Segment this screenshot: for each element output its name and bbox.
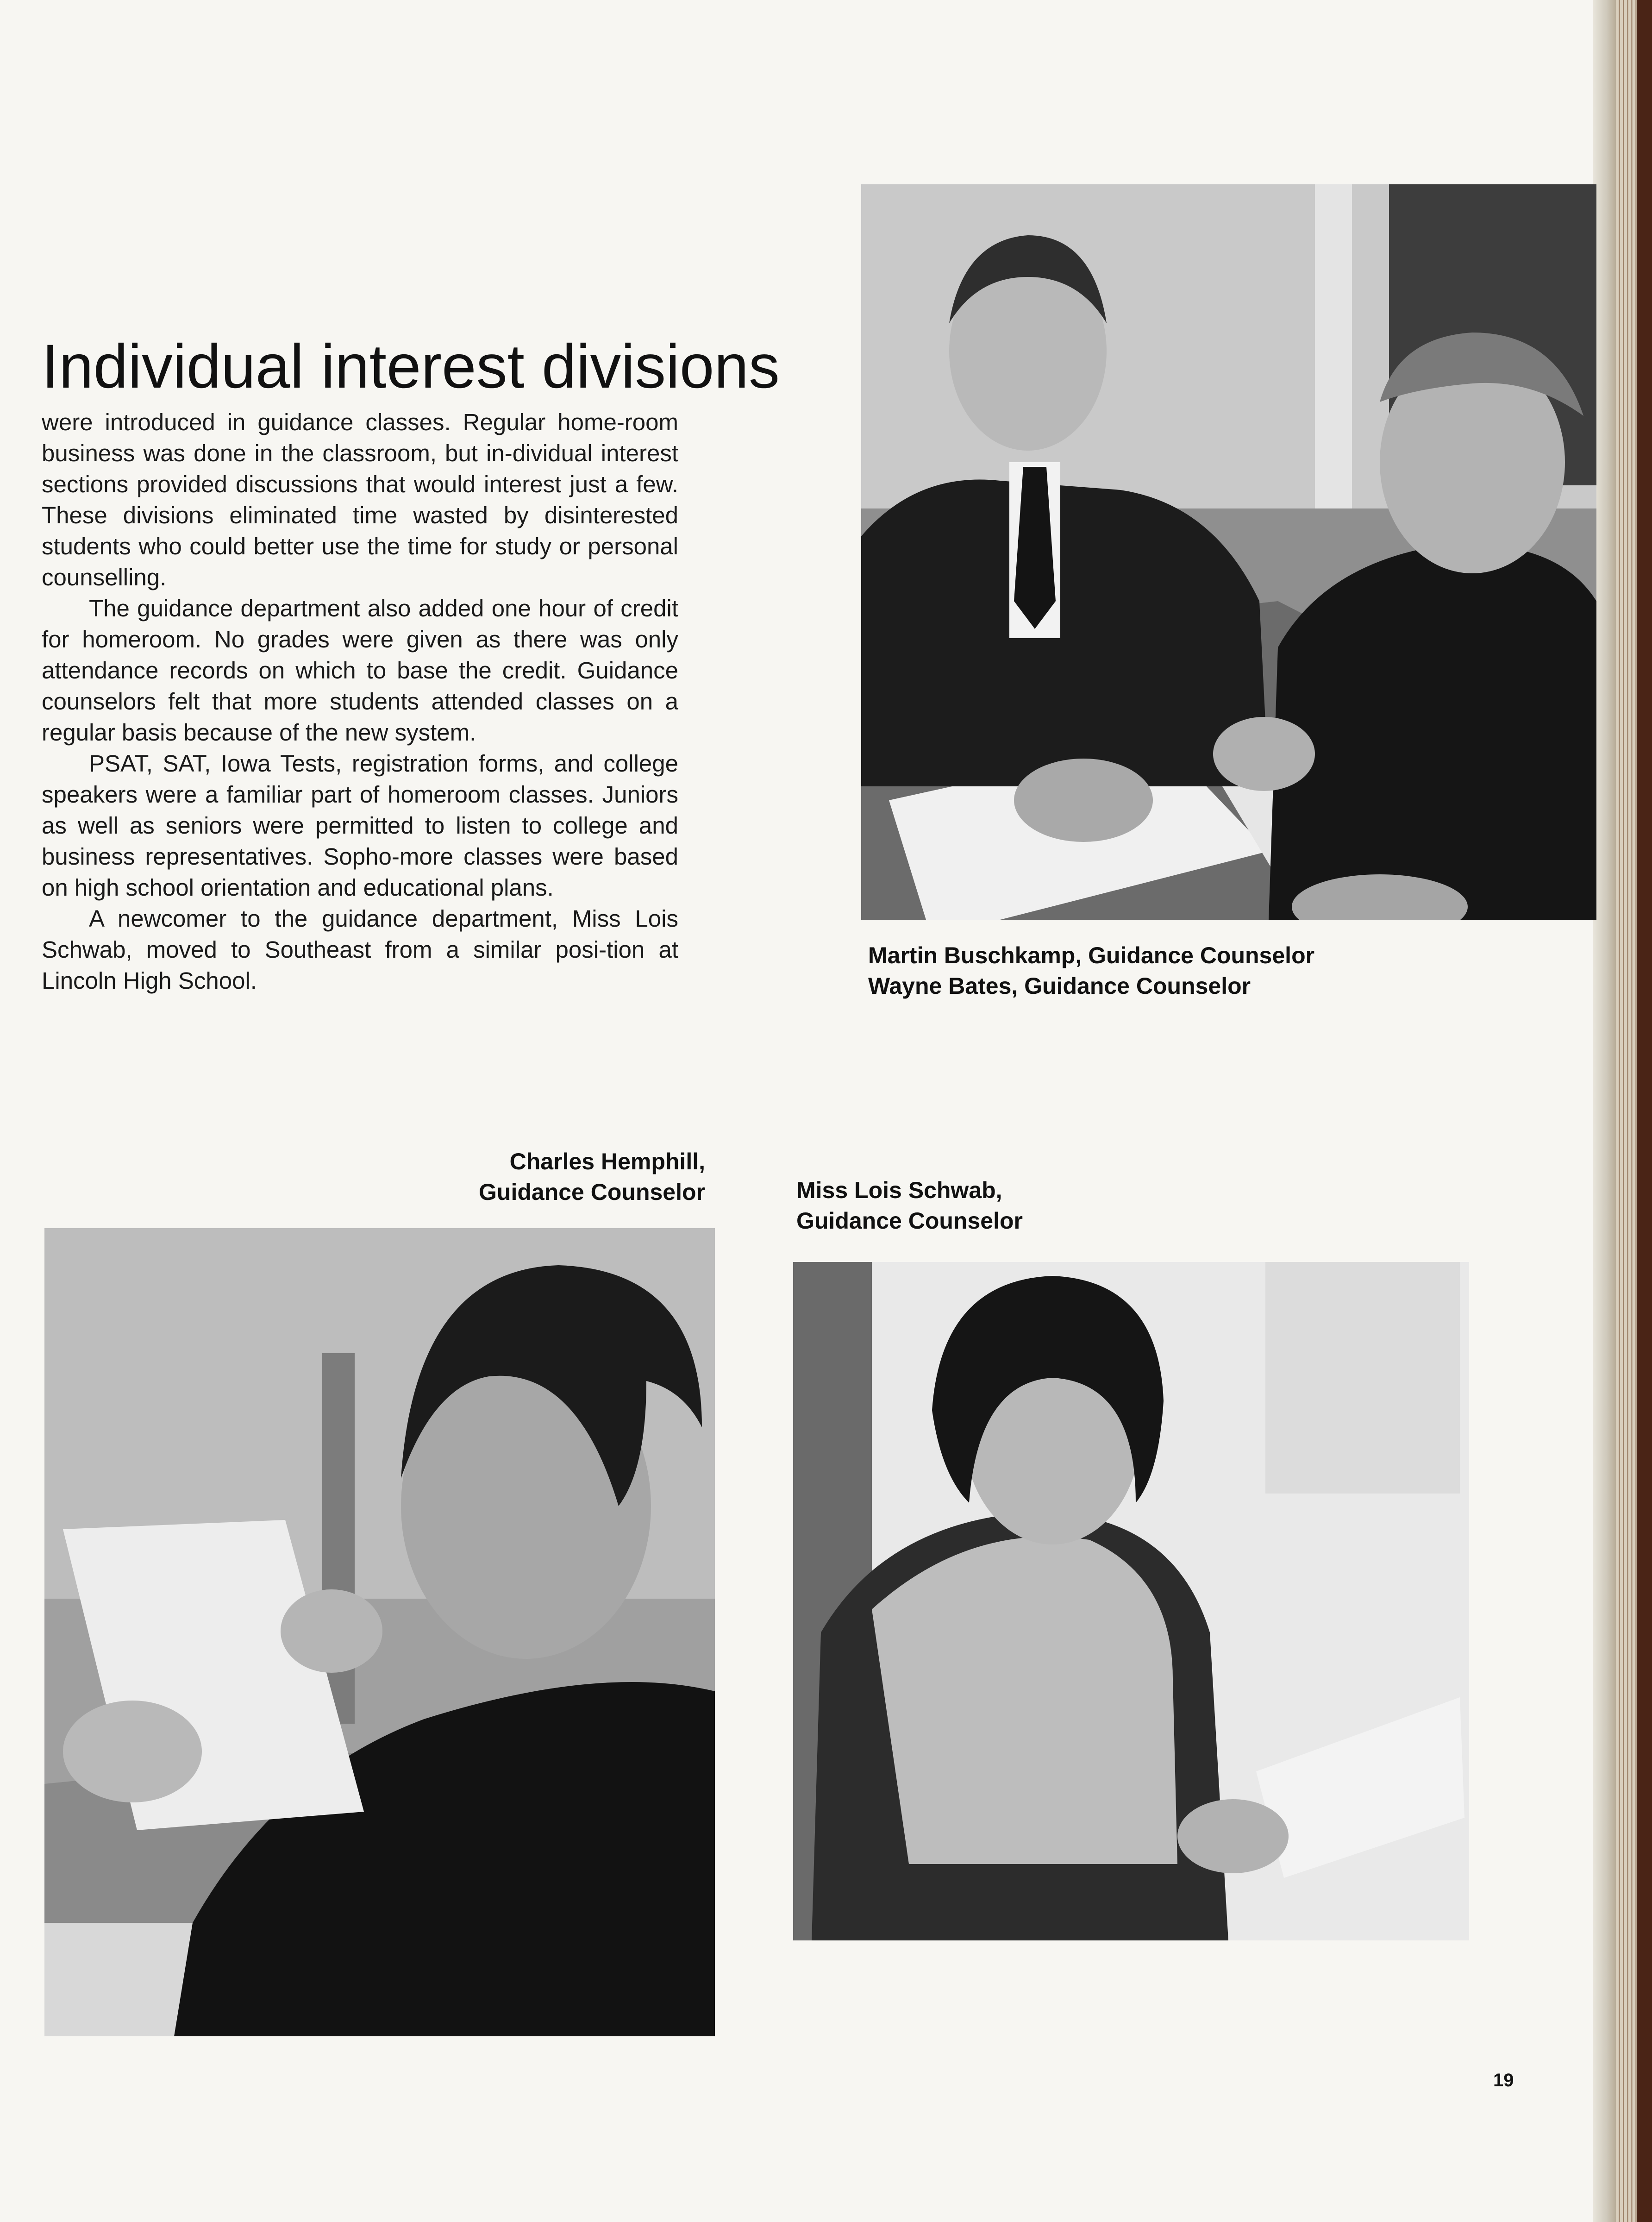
caption-bates: Wayne Bates, Guidance Counselor — [868, 973, 1251, 999]
photo-hemphill — [44, 1228, 715, 2036]
article-paragraph-1: were introduced in guidance classes. Regular home-room business was done in the classroom, but in-dividual interest sections provided discussions that would interest just a few. These divisions eliminated time wasted by disinterested students who could better use the time for study or personal counselling. — [42, 409, 678, 590]
article-paragraph-4: A newcomer to the guidance department, Miss Lois Schwab, moved to Southeast from a similar posi-tion at Lincoln High School. — [42, 905, 678, 994]
photo-hemphill-illustration — [44, 1228, 715, 2036]
page-number: 19 — [1493, 2070, 1514, 2090]
caption-schwab-name: Miss Lois Schwab, — [796, 1177, 1002, 1203]
photo-buschkamp-bates-illustration — [861, 184, 1596, 920]
article-body — [42, 407, 678, 996]
caption-schwab-title: Guidance Counselor — [796, 1208, 1023, 1234]
article-headline: Individual interest divisions — [42, 332, 780, 401]
caption-hemphill-name: Charles Hemphill, — [509, 1149, 705, 1174]
caption-hemphill-title: Guidance Counselor — [479, 1179, 705, 1205]
article-paragraph-2: The guidance department also added one hour of credit for homeroom. No grades were given as there was only attendance records on which to base the credit. Guidance counselors felt that more students attended classes on a regular basis because of the new system. — [42, 595, 678, 746]
book-cover-edge — [1637, 0, 1652, 2222]
article-paragraph-3: PSAT, SAT, Iowa Tests, registration forms, and college speakers were a familiar part of homeroom classes. Juniors as well as seniors were permitted to listen to college and business representatives. Sopho-more classes were based on high school orientation and educational plans. — [42, 750, 678, 901]
caption-buschkamp: Martin Buschkamp, Guidance Counselor — [868, 942, 1315, 968]
photo-buschkamp-bates — [861, 184, 1596, 920]
photo-schwab — [793, 1262, 1469, 1940]
photo-schwab-illustration — [793, 1262, 1469, 1940]
